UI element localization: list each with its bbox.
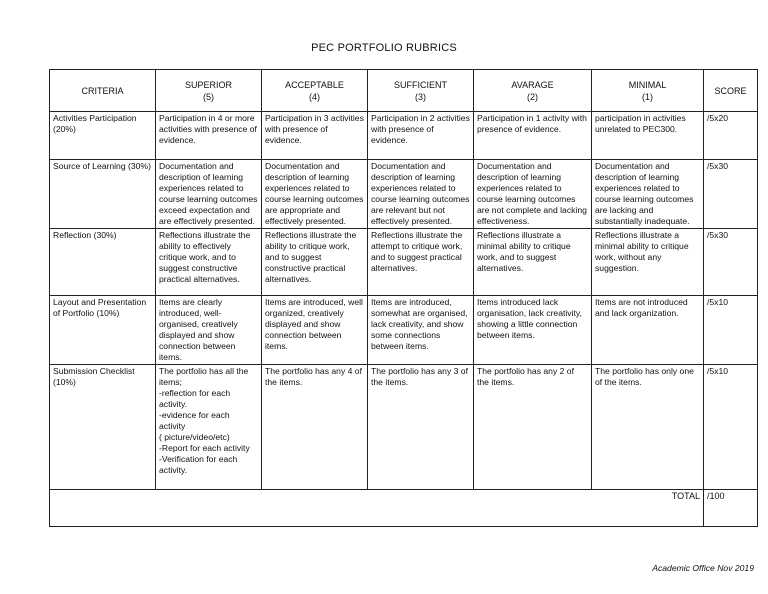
header-level-name: SUPERIOR: [184, 79, 232, 90]
criteria-cell: Activities Participation (20%): [50, 112, 156, 160]
header-criteria: CRITERIA: [50, 70, 156, 112]
header-level-name: AVARAGE: [511, 79, 554, 90]
checklist-line: -Report for each activity: [159, 443, 250, 453]
score-cell: /5x30: [704, 229, 758, 296]
rubric-cell: Documentation and description of learning experiences related to course learning outcomes are lacking and substantially inadequate.: [592, 160, 704, 229]
total-label: TOTAL: [50, 490, 704, 527]
page-title: PEC PORTFOLIO RUBRICS: [311, 42, 457, 54]
footer-note: Academic Office Nov 2019: [652, 563, 754, 573]
total-value: /100: [704, 490, 758, 527]
score-cell: /5x20: [704, 112, 758, 160]
score-cell: /5x10: [704, 365, 758, 490]
rubric-cell: Participation in 4 or more activities with presence of evidence.: [156, 112, 262, 160]
criteria-cell: Source of Learning (30%): [50, 160, 156, 229]
rubric-cell: The portfolio has any 2 of the items.: [474, 365, 592, 490]
header-level-name: SUFFICIENT: [394, 79, 447, 90]
rubric-cell: Items introduced lack organisation, lack creativity, showing a little connection between items.: [474, 296, 592, 365]
header-avarage: [474, 70, 592, 112]
header-level-points: (4): [309, 91, 320, 102]
rubric-cell: Documentation and description of learning experiences related to course learning outcomes are not complete and lacking effectiveness.: [474, 160, 592, 229]
header-row: [50, 70, 758, 112]
rubric-cell: Reflections illustrate the ability to effectively critique work, and to suggest constructive practical alternatives.: [156, 229, 262, 296]
rubric-cell: Items are not introduced and lack organization.: [592, 296, 704, 365]
total-row: [50, 490, 758, 527]
header-level-points: (1): [642, 91, 653, 102]
table-row: [50, 365, 758, 490]
checklist-line: -evidence for each activity: [159, 410, 230, 431]
checklist-cell: [156, 365, 262, 490]
rubric-cell: The portfolio has only one of the items.: [592, 365, 704, 490]
rubric-cell: Reflections illustrate a minimal ability to critique work, and to suggest alternatives.: [474, 229, 592, 296]
criteria-cell: Submission Checklist (10%): [50, 365, 156, 490]
rubric-cell: Items are introduced, well organized, creatively displayed and show connection between items.: [262, 296, 368, 365]
rubric-cell: Participation in 2 activities with presence of evidence.: [368, 112, 474, 160]
table-row: [50, 160, 758, 229]
rubric-cell: Documentation and description of learning experiences related to course learning outcomes are appropriate and effectively presented.: [262, 160, 368, 229]
checklist-line: ( picture/video/etc): [159, 432, 230, 442]
header-superior: [156, 70, 262, 112]
header-level-name: MINIMAL: [628, 79, 667, 90]
checklist-line: -reflection for each activity.: [159, 388, 231, 409]
table-row: [50, 112, 758, 160]
rubric-table: [49, 69, 758, 527]
rubric-cell: Reflections illustrate the ability to critique work, and to suggest constructive practical alternatives.: [262, 229, 368, 296]
header-level-name: ACCEPTABLE: [285, 79, 344, 90]
rubric-cell: Reflections illustrate a minimal ability to critique work, without any suggestion.: [592, 229, 704, 296]
rubric-cell: Items are introduced, somewhat are organised, lack creativity, and show some connections between items.: [368, 296, 474, 365]
table-row: [50, 229, 758, 296]
header-sufficient: [368, 70, 474, 112]
header-minimal: [592, 70, 704, 112]
header-level-points: (3): [415, 91, 426, 102]
criteria-cell: Layout and Presentation of Portfolio (10%): [50, 296, 156, 365]
table-row: [50, 296, 758, 365]
rubric-cell: Documentation and description of learning experiences related to course learning outcomes exceed expectation and are effectively presented.: [156, 160, 262, 229]
checklist-line: The portfolio has all the items;: [159, 366, 249, 387]
rubric-cell: Items are clearly introduced, well-organised, creatively displayed and show connection between items.: [156, 296, 262, 365]
header-level-points: (5): [203, 91, 214, 102]
criteria-cell: Reflection (30%): [50, 229, 156, 296]
rubric-cell: Documentation and description of learning experiences related to course learning outcomes are relevant but not effectively presented.: [368, 160, 474, 229]
score-cell: /5x30: [704, 160, 758, 229]
checklist-line: -Verification for each activity.: [159, 454, 238, 475]
header-acceptable: [262, 70, 368, 112]
rubric-cell: Participation in 3 activities with presence of evidence.: [262, 112, 368, 160]
header-score: SCORE: [704, 70, 758, 112]
header-level-points: (2): [527, 91, 538, 102]
rubric-cell: Reflections illustrate the attempt to critique work, and to suggest practical alternatives.: [368, 229, 474, 296]
score-cell: /5x10: [704, 296, 758, 365]
rubric-cell: participation in activities unrelated to PEC300.: [592, 112, 704, 160]
rubric-cell: Participation in 1 activity with presence of evidence.: [474, 112, 592, 160]
rubric-cell: The portfolio has any 4 of the items.: [262, 365, 368, 490]
rubric-cell: The portfolio has any 3 of the items.: [368, 365, 474, 490]
